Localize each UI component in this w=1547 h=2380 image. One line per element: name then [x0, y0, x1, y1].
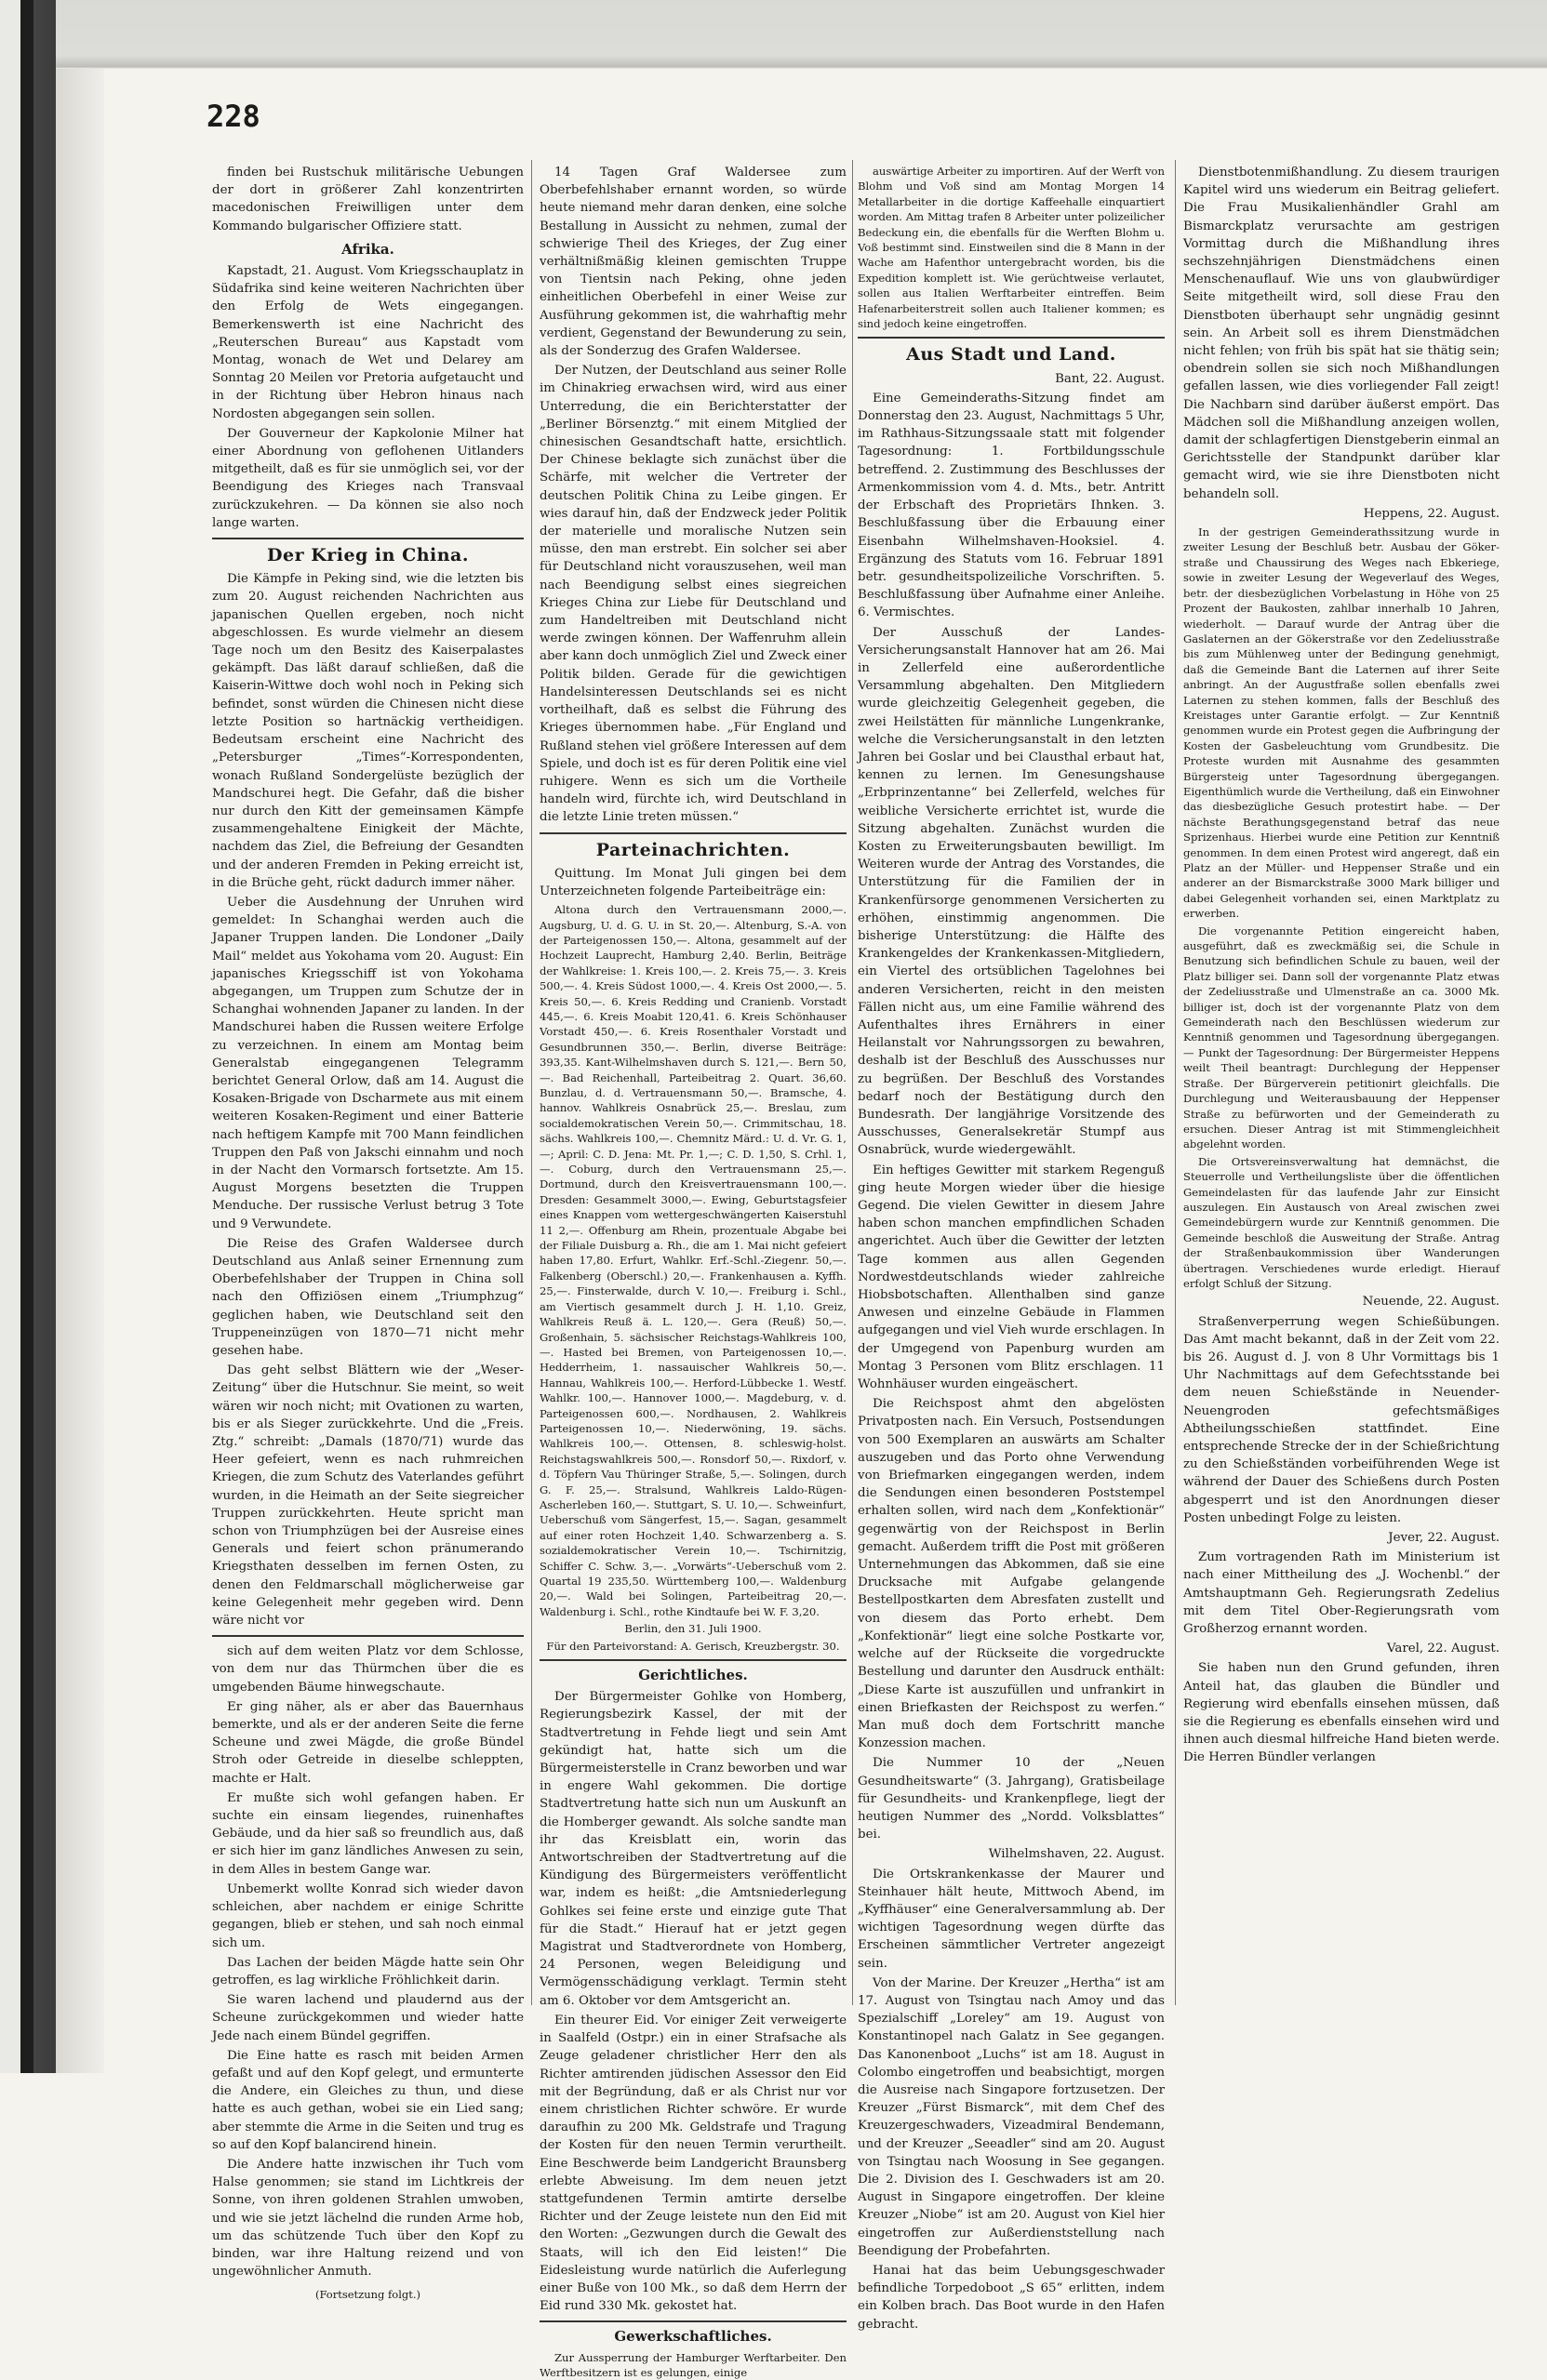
paragraph: Ein theurer Eid. Vor einiger Zeit verweigerte in Saalfeld (Ostpr.) ein in einer Strafsache als Zeuge geladener christlicher Herr den als Richter amtirenden jüdischen Assessor den Eid mit der Begründung, daß er als Christ nur vor einem christlichen Richter schwöre. Er wurde daraufhin zu 200 Mk. Geldstrafe und Tragung der Kosten für den neuen Termin verurtheilt. Eine Beschwerde beim Landgericht Braunsberg erlebte Abweisung. Im dem neuen jetzt stattgefundenen Termin amtirte derselbe Richter und der Zeuge leistete nun den Eid mit den Worten: „Gezwungen durch die Gewalt des Staats, will ich den Eid leisten!“ Die Eidesleistung wurde natürlich die Auferlegung einer Buße von 100 Mk., so daß dem Herrn der Eid rund 330 Mk. gekostet hat.	[540, 2013, 847, 2314]
paragraph: Dienstbotenmißhandlung. Zu diesem traurigen Kapitel wird uns wiederum ein Beitrag geliefert. Die Frau Musikalienhändler Grahl am Bismarckplatz verursachte am gestrigen Vormittag durch die Mißhandlung ihres sechszehnjährigen Dienstmädchens einen Menschenauflauf. Wie uns von glaubwürdiger Seite mitgetheilt wird, soll diese Frau den Dienstboten überhaupt sehr ungnädig gesinnt sein. An Arbeit soll es ihrem Dienstmädchen nicht fehlen; von früh bis spät hat sie thätig sein; obendrein sollen sie sich noch Mißhandlungen gefallen lassen, wie dies vorliegender Fall zeigt! Die Nachbarn sind darüber äußerst empört. Das Mädchen soll die Mißhandlung anzeigen wollen, damit der schlagfertigen Dienstgeberin einmal an Gerichtsstelle der Standpunkt darüber klar gemacht wird, wie sie ihre Dienstboten nicht behandeln soll.	[1183, 166, 1500, 501]
paragraph: Die Andere hatte inzwischen ihr Tuch vom Halse genommen; sie stand im Lichtkreis der Sonne, von ihren goldenen Strahlen umwoben, und wie sie jetzt lächelnd die runden Arme hob, um das schützende Tuch über den Kopf zu binden, war ihre Haltung reizend und von ungewöhnlicher Anmuth.	[212, 2157, 524, 2280]
column-3	[858, 164, 1165, 2332]
paragraph: Von der Marine. Der Kreuzer „Hertha“ ist am 17. August von Tsingtau nach Amoy und das Spezialschiff „Loreley“ am 19. August von Konstantinopel nach Galatz in See gegangen. Das Kanonenboot „Luchs“ ist am 18. August in Colombo eingetroffen und beabsichtigt, morgen die Ausreise nach Singapore fortzusetzen. Der Kreuzer „Fürst Bismarck“, mit dem Chef des Kreuzergeschwaders, Vizeadmiral Bendemann, und der Kreuzer „Seeadler“ sind am 20. August von Tsingtau nach Woosung in See gegangen. Die 2. Division des I. Geschwaders ist am 20. August in Singapore eingetroffen. Der kleine Kreuzer „Niobe“ ist am 20. August von Kiel hier eingetroffen zur Außerdienststellung nach Beendigung der Probefahrten.	[858, 1975, 1165, 2258]
paragraph: Die Reise des Grafen Waldersee durch Deutschland aus Anlaß seiner Ernennung zum Oberbefehlshaber der Truppen in China soll nach den Offiziösen einem „Triumphzug“ geglichen haben, wie Deutschland seit den Truppeneinzügen von 1870—71 nicht mehr gesehen habe.	[212, 1236, 524, 1358]
section-heading-gewerk: Gewerkschaftliches.	[614, 2328, 772, 2346]
column-rule	[531, 160, 532, 2005]
paragraph: Der Gouverneur der Kapkolonie Milner hat einer Abordnung von geflohenen Uitlanders mitgetheilt, daß es für sie unmöglich sei, vor der Beendigung des Krieges nach Transvaal zurückzukehren. — Da können sie also noch lange warten.	[212, 426, 524, 530]
paragraph: Zum vortragenden Rath im Ministerium ist nach einer Mittheilung des „J. Wochenbl.“ der Amtshauptmann Geh. Regierungsrath Zedelius mit dem Titel Ober-Regierungsrath vom Großherzog ernannt worden.	[1183, 1550, 1500, 1637]
paragraph: Straßenverperrung wegen Schießübungen. Das Amt macht bekannt, daß in der Zeit vom 22. bis 26. August d. J. von 8 Uhr Vormittags bis 1 Uhr Nachmittags auf dem Gefechtsstande bei dem neuen Schießstände in Neuender-Neuengroden gefechtsmäßiges Abtheilungsschießen stattfindet. Eine entsprechende Strecke der in der Schießrichtung zu den Schießständen vorbeiführenden Wege ist während der Dauer des Schießens durch Posten abgesperrt und ist den Anordnungen dieser Posten unbedingt Folge zu leisten.	[1183, 1314, 1500, 1525]
paragraph: Quittung. Im Monat Juli gingen bei dem Unterzeichneten folgende Parteibeiträge ein:	[540, 866, 847, 898]
column-1	[212, 164, 524, 2302]
paragraph: Ein heftiges Gewitter mit starkem Regenguß ging heute Morgen wieder über die hiesige Gegend. Die vielen Gewitter in diesem Jahre haben schon manchen empfindlichen Schaden angerichtet. Auch über die Gewitter der letzten Tage kommen aus allen Gegenden Nordwestdeutschlands wieder zahlreiche Hiobsbotschaften. Allenthalben sind ganze Anwesen und einzelne Gebäude in Flammen aufgegangen und viel Vieh wurde erschlagen. In der Umgegend von Papenburg wurden am Montag 3 Personen vom Blitz erschlagen. 11 Wohnhäuser wurden eingeäschert.	[858, 1163, 1165, 1392]
paragraph: Ueber die Ausdehnung der Unruhen wird gemeldet: In Schanghai werden auch die Japaner Truppen landen. Die Londoner „Daily Mail“ meldet aus Yokohama vom 20. August: Ein japanisches Kriegsschiff ist von Yokohama abgegangen, um Truppen zum Schutze der in Schanghai wohnenden Japaner zu landen. In der Mandschurei haben die Russen weitere Erfolge zu verzeichnen. In einem am Montag beim Generalstab eingegangenen Telegramm berichtet General Orlow, daß am 14. August die Kosaken-Brigade von Dscharmete aus mit einem weiteren Kosaken-Regiment und einer Batterie nach heftigem Kampfe mit 700 Mann feindlichen Truppen den Paß von Jakschi einnahm und noch in der Nacht den Vormarsch fortsetzte. Am 15. August Morgens besetzten die Truppen Menduche. Der russische Verlust betrug 3 Tote und 9 Verwundete.	[212, 895, 524, 1231]
paragraph: Das geht selbst Blättern wie der „Weser-Zeitung“ über die Hutschnur. Sie meint, so weit wären wir noch nicht; mit Ovationen zu warten, bis er als Sieger zurückkehrte. Und die „Freis. Ztg.“ schreibt: „Damals (1870/71) wurde das Heer gefeiert, wenn es nach ruhmreichen Kriegen, die zum Schutz des Vaterlandes geführt wurden, in die Heimath an der Seite siegreicher Truppen zurückkehrten. Heute spricht man schon von Triumphzügen bei der Ausreise eines Generals und feiert schon pränumerando Kriegsthaten desselben im fernen Osten, zu denen den Feldmarschall möglicherweise gar keine Gelegenheit mehr gegeben wird. Denn wäre nicht vor	[212, 1363, 524, 1629]
paragraph: Das Lachen der beiden Mägde hatte sein Ohr getroffen, es lag wirkliche Fröhlichkeit darin.	[212, 1955, 524, 1988]
dateline: Wilhelmshaven, 22. August.	[988, 1847, 1165, 1862]
paragraph: Der Ausschuß der Landes-Versicherungsanstalt Hannover hat am 26. Mai in Zellerfeld eine außerordentliche Versammlung abgehalten. Den Mitgliedern wurde gleichzeitig Gelegenheit gegeben, die zwei Heilstätten für männliche Lungenkranke, welche die Versicherungsanstalt in den letzten Jahren bei Goslar und bei Clausthal erbaut hat, kennen zu lernen. Im Genesungshause „Erbprinzentanne“ bei Zellerfeld, welches für weibliche Versicherte errichtet ist, wurde die Sitzung abgehalten. Zunächst wurden die Kosten zu Erweiterungsbauten bewilligt. Im Weiteren wurde der Antrag des Vorstandes, die Unterstützung für die Familien der in Krankenfürsorge genommenen Versicherten zu erhöhen, einstimmig angenommen. Die bisherige Unterstützung: die Hälfte des Krankengeldes der Krankenkassen-Mitgliedern, ein Viertel des ortsüblichen Tagelohnes bei anderen Versicherten, reicht in den meisten Fällen nicht aus, um eine Familie während des Aufenthaltes ihres Ernährers in einer Heilanstalt vor Nahrungssorgen zu bewahren, deshalb ist der Beschluß des Ausschusses nur zu begrüßen. Der Beschluß des Vorstandes bedarf noch der Bestätigung durch den Bundesrath. Der langjährige Vorsitzende des Ausschusses, Generalsekretär Stumpf aus Osnabrück, wurde wiedergewählt.	[858, 625, 1165, 1158]
dateline: Neuende, 22. August.	[1362, 1295, 1500, 1310]
paragraph: Er ging näher, als er aber das Bauernhaus bemerkte, und als er der anderen Seite die ferne Scheune und zwei Mägde, die große Bündel Stroh oder Getreide in dieselbe schleppten, machte er Halt.	[212, 1699, 524, 1786]
column-4	[1183, 164, 1500, 2005]
dateline: Jever, 22. August.	[1388, 1531, 1500, 1546]
paragraph: Die Eine hatte es rasch mit beiden Armen gefaßt und auf den Kopf gelegt, und ermunterte die Andere, ein Gleiches zu thun, und diese hatte es auch gethan, wobei sie ein Lied sang; aber stemmte die Arme in die Seiten und trug es so auf den Kopf balancirend hinein.	[212, 2048, 524, 2152]
divider	[540, 2320, 847, 2322]
scan-top-edge	[56, 0, 1547, 69]
paragraph: Hanai hat das beim Uebungsgeschwader befindliche Torpedoboot „S 65“ erlitten, indem ein Kolben brach. Das Boot wurde in den Hafen gebracht.	[858, 2264, 1165, 2332]
section-heading-stadt-land: Aus Stadt und Land.	[906, 344, 1116, 366]
dateline: Berlin, den 31. Juli 1900.	[624, 1622, 762, 1636]
section-heading-krieg-china: Der Krieg in China.	[267, 545, 469, 566]
dateline: Heppens, 22. August.	[1363, 506, 1500, 521]
paragraph: Unbemerkt wollte Konrad sich wieder davon schleichen, aber nachdem er einige Schritte gegangen, blieb er stehen, und sah noch einmal sich um.	[212, 1881, 524, 1950]
divider	[212, 1635, 524, 1637]
paragraph: Sie haben nun den Grund gefunden, ihren Anteil hat, das glauben die Bündler und Regierung wird ebenfalls einsehen müssen, daß sie die Regierung es ebenfalls einsehen wird und ihnen auch diesmal hilfreiche Hand bieten werde. Die Herren Bündler verlangen	[1183, 1661, 1500, 1765]
paragraph: sich auf dem weiten Platz vor dem Schlosse, von dem nur das Thürmchen über die es umgebenden Bäume hinwegschaute.	[212, 1644, 524, 1695]
column-rule	[1175, 160, 1176, 2005]
paragraph: Die Ortskrankenkasse der Maurer und Steinhauer hält heute, Mittwoch Abend, im „Kyffhäuser“ eine Generalversammlung ab. Der wichtigen Tagesordnung wegen dürfte das Erscheinen sämmtlicher Vertreter angezeigt sein.	[858, 1867, 1165, 1971]
divider	[540, 1659, 847, 1661]
paragraph: Der Nutzen, der Deutschland aus seiner Rolle im Chinakrieg erwachsen wird, wird aus einer Unterredung, die ein Berichterstatter der „Berliner Börsenztg.“ mit einem Mitglied der chinesischen Gesandtschaft hatte, ersichtlich. Der Chinese beklagte sich zunächst über die Schärfe, mit welcher die Vertreter der deutschen Politik China zu Leibe gingen. Er wies darauf hin, daß der Endzweck jeder Politik der materielle und moralische Nutzen sein müsse, den man erstrebt. Ein solcher sei aber für Deutschland nicht vorauszusehen, weil man nach Beendigung selbst eines siegreichen Krieges China zur Liebe für Deutschland und zum Handeltreiben mit Deutschland nicht werde zwingen können. Der Waffenruhm allein aber kann doch unmöglich Ziel und Zweck einer Politik bilden. Gerade für die gewichtigen Handelsinteressen Deutschlands sei es nicht vortheilhaft, daß es selbst die Führung des Krieges übernommen habe. „Für England und Rußland stehen viel größere Interessen auf dem Spiele, und doch ist es für deren Politik eine viel ruhigere. Wenn es sich um die Vortheile handeln wird, fürchte ich, wird Deutschland in die letzte Linie treten müssen.“	[540, 364, 847, 825]
paragraph: Die Nummer 10 der „Neuen Gesundheitswarte“ (3. Jahrgang), Gratisbeilage für Gesundheits- und Krankenpflege, liegt der heutigen Nummer des „Nordd. Volksblattes“ bei.	[858, 1756, 1165, 1842]
newspaper-page	[140, 71, 1526, 2379]
paragraph: In der gestrigen Gemeinderathssitzung wurde in zweiter Lesung der Beschluß betr. Ausbau der Göker-straße und Chaussirung des Weges nach Ebkeriege, sowie in zweiter Lesung der Wegeverlauf des Weges, betr. der diesbezüglichen Vorbelastung in Höhe von 25 Prozent der Baukosten, zahlbar innerhalb 10 Jahren, wiederholt. — Darauf wurde der Antrag über die Gaslaternen an der Gökerstraße vor den Zedeliusstraße bis zum Mühlenweg unter der Bedingung genehmigt, daß die Gemeinde Bant die Laternen auf ihrer Seite anbringt. An der Augustfraße sollen ebenfalls zwei Laternen zu stehen kommen, falls der Beschluß des Kreistages unter Garantie erfolgt. — Zur Kenntniß genommen wurde ein Protest gegen die Aufbringung der Kosten der Gasbeleuchtung vom Grundbesitz. Die Proteste wurden mit Ausnahme des gesammten Bürgersteig unter Tagesordnung übergegangen. Eigenthümlich wurde die Vertheilung, daß ein Einwohner das diesbezügliche Gesuch protestirt habe. — Der nächste Berathungsgegenstand betraf das neue Sprizenhaus. Hierbei wurde eine Petition zur Kenntniß genommen. In dem einen Protest wird angeregt, daß ein Platz an der Müller- und Heppenser Straße und ein anderer an der Bismarckstraße 3000 Mark billiger und dabei Gelegenheit vorhanden sei, einen Marktplatz zu erwerben.	[1183, 525, 1500, 921]
paragraph-contributions: Altona durch den Vertrauensmann 2000,—. Augsburg, U. d. G. U. in St. 20,—. Altenburg, S.-A. von der Parteigenossen 150,—. Altona, gesammelt auf der Hochzeit Lauprecht, Hamburg 2,40. Berlin, Beiträge der Wahlkreise: 1. Kreis 100,—. 2. Kreis 75,—. 3. Kreis 500,—. 4. Kreis Südost 1000,—. 4. Kreis Ost 2000,—. 5. Kreis 50,—. 6. Kreis Redding und Cranienb. Vorstadt 445,—. 6. Kreis Moabit 120,41. 6. Kreis Schönhauser Vorstadt 450,—. 6. Kreis Rosenthaler Vorstadt und Gesundbrunnen 350,—. Berlin, diverse Beiträge: 393,35. Kant-Wilhelmshaven durch S. 121,—. Bern 50,—. Bad Reichenhall, Parteibeitrag 2. Quart. 36,60. Bunzlau, d. d. Vertrauensmann 50,—. Bramsche, 4. hannov. Wahlkreis Osnabrück 25,—. Breslau, zum socialdemokratischen Verein 50,—. Crimmitschau, 18. sächs. Wahlkreis 100,—. Chemnitz Märd.: U. d. Vr. G. 1,—; April: C. D. Jena: Mt. Pr. 1,—; C. D. 1,50, S. Crhl. 1,—. Coburg, durch den Vertrauensmann 25,—. Dortmund, durch den Kreisvertrauensmann 100,—. Dresden: Gesammelt 3000,—. Ewing, Geburtstagsfeier eines Knappen vom wettergeschwängerten Kaiserstuhl 11 2,—. Offenburg am Rhein, prozentuale Abgabe bei der Filiale Duisburg a. Rh., die am 1. Mai nicht gefeiert haben 17,80. Erfurt, Wahlkr. Erf.-Schl.-Ziegenr. 50,—. Falkenberg (Oberschl.) 20,—. Frankenhausen a. Kyffh. 25,—. Finsterwalde, durch V. 10,—. Freiburg i. Schl., am Viertisch gesammelt durch J. H. 1,10. Greiz, Wahlkreis Reuß ä. L. 120,—. Gera (Reuß) 50,—. Großenhain, 5. sächsischer Reichstags-Wahlkreis 100,—. Hasted bei Bremen, von Parteigenossen 10,—. Hedderrheim, 1. nassauischer Wahlkreis 50,—. Hannau, Wahlkreis 100,—. Herford-Lübbecke 1. Westf. Wahlkr. 100,—. Hannover 1000,—. Magdeburg, v. d. Parteigenossen 600,—. Nordhausen, 2. Wahlkreis Parteigenossen 10,—. Niederwöning, 19. sächs. Wahlkreis 100,—. Ottensen, 8. schleswig-holst. Reichstagswahlkreis 500,—. Ronsdorf 50,—. Rixdorf, v. d. Töpfern Vau Thüringer Straße, 5,—. Solingen, durch G. F. 25,—. Stralsund, Wahlkreis Laldo-Rügen-Ascherleben 160,—. Stuttgart, S. U. 10,—. Schweinfurt, Ueberschuß vom Sängerfest, 15,—. Sagan, gesammelt auf einer roten Hochzeit 1,40. Schwarzenberg a. S. sozialdemokratischer Verein 10,—. Tschirnitzig, Schiffer C. Schw. 3,—. „Vorwärts“-Ueberschuß vom 2. Quartal 19 235,50. Württemberg 100,—. Waldenburg 20,—. Wald bei Solingen, Parteibeitrag 20,—. Waldenburg i. Schl., rothe Kindtaufe bei W. F. 3,20.	[540, 903, 847, 1618]
paragraph: finden bei Rustschuk militärische Uebungen der dort in größerer Zahl konzentrirten macedonischen Freiwilligen unter dem Kommando bulgarischer Offiziere statt.	[212, 166, 524, 233]
paragraph: Die vorgenannte Petition eingereicht haben, ausgeführt, daß es zweckmäßig sei, die Schule in Benutzung sich befindlichen Schule zu bauen, weil der Platz billiger sei. Dann soll der vorgenannte Platz etwas der Zedeliusstraße und Ulmenstraße an ca. 3000 Mk. billiger ist, doch ist der vorgenannte Platz von dem Gemeinderath nach den Beschlüssen wiederum zur Kenntniß genommen und Tagesordnung übergegangen. — Punkt der Tagesordnung: Der Bürgermeister Heppens weilt Theil beantragt: Durchlegung der Heppenser Straße. Der Bürgerverein petitionirt gleichfalls. Die Durchlegung und Weiterausbauung der Heppenser Straße zu befürworten und der Gemeinderath zu ersuchen. Dieser Antrag ist mit Stimmengleichheit abgelehnt worden.	[1183, 924, 1500, 1151]
signature-line: Für den Parteivorstand: A. Gerisch, Kreuzbergstr. 30.	[546, 1639, 840, 1653]
page-number: 228	[207, 99, 260, 134]
paragraph: Sie waren lachend und plaudernd aus der Scheune zurückgekommen und wieder hatte Jede nach einem Bündel gegriffen.	[212, 1993, 524, 2043]
paragraph: Eine Gemeinderaths-Sitzung findet am Donnerstag den 23. August, Nachmittags 5 Uhr, im Rathhaus-Sitzungssaale statt mit folgender Tagesordnung: 1. Fortbildungsschule betreffend. 2. Zustimmung des Beschlusses der Armenkommission vom 4. d. Mts., betr. Antritt der Erbschaft des Proprietärs Ihnken. 3. Beschlußfassung über die Erbauung einer Eisenbahn Wilhelmshaven-Hooksiel. 4. Ergänzung des Statuts vom 16. Februar 1891 betr. gesundheitspolizeiliche Vorschriften. 5. Beschlußfassung über Aufnahme einer Anleihe. 6. Vermischtes.	[858, 391, 1165, 620]
paragraph: Der Bürgermeister Gohlke von Homberg, Regierungsbezirk Kassel, der mit der Stadtvertretung in Fehde liegt und sein Amt gekündigt hat, hatte sich um die Bürgermeisterstelle in Cranz beworben und war in engere Wahl gekommen. Die dortige Stadtvertretung hatte sich nun um Auskunft an die Homberger gewandt. Als solche sandte man ihr das Kreisblatt ein, worin das Antwortschreiben der Stadtvertretung auf die Kündigung des Bürgermeisters veröffentlicht war, indem es heißt: „die Amtsniederlegung Gohlkes sei feine erste und einzige gute That für die Stadt.“ Hierauf hat er jetzt gegen Magistrat und Stadtverordnete von Homberg, 24 Personen, wegen Beleidigung und Vermögensschädigung verklagt. Termin steht am 6. Oktober vor dem Amtsgericht an.	[540, 1690, 847, 2008]
paragraph: Die Reichspost ahmt den abgelösten Privatposten nach. Ein Versuch, Postsendungen von 500 Exemplaren an auswärts am Schalter auszugeben und das Porto ohne Verwendung von Briefmarken eingegangen werden, indem die Sendungen einen besonderen Poststempel erhalten sollen, wird nach dem „Konfektionär“ gegenwärtig von der Reichspost in Berlin gemacht. Außerdem trifft die Post mit größeren Unternehmungen das Abkommen, daß sie eine Drucksache mit Aufgabe gelangende Bestellpostkarten dem Abresfaten zustellt und von diesem das Porto erhebt. Dem „Konfektionär“ liegt eine solche Postkarte vor, welche auf der Rückseite die vorgedruckte Bestellung und darunter den Ausdruck enthält: „Diese Karte ist auszufüllen und unfrankirt in einen Briefkasten der Reichspost zu werfen.“ Man muß doch dem Fortschritt manche Konzession machen.	[858, 1397, 1165, 1751]
section-heading-afrika: Afrika.	[341, 240, 394, 258]
continuation-note: (Fortsetzung folgt.)	[314, 2288, 421, 2302]
column-2	[540, 164, 847, 2379]
divider	[858, 337, 1165, 339]
divider	[212, 538, 524, 539]
paragraph: Die Ortsvereinsverwaltung hat demnächst, die Steuerrolle und Vertheilungsliste über die öffentlichen Gemeindelasten für das laufende Jahr zur Einsicht auszulegen. Ein Austausch von Areal zwischen zwei Gemeindebürgern wurde zur Kenntniß genommen. Die Gemeinde beschloß die Ausweitung der Straße. Antrag der Straßenbaukommission über Wanderungen übertragen. Verschiedenes wurde erledigt. Hierauf erfolgt Schluß der Sitzung.	[1183, 1154, 1500, 1290]
paragraph: 14 Tagen Graf Waldersee zum Oberbefehlshaber ernannt worden, so würde heute niemand mehr daran denken, eine solche Bestallung in Aussicht zu nehmen, zumal der schwierige Theil des Krieges, der Zug einer verhältnißmäßig kleinen gemischten Truppe von Tientsin nach Peking, ohne jeden einheitlichen Oberbefehl in einer Weise zur Ausführung gekommen ist, die wahrhaftig mehr verdient, Gegenstand der Bewunderung zu sein, als der Sonderzug des Grafen Waldersee.	[540, 166, 847, 359]
paragraph: Er mußte sich wohl gefangen haben. Er suchte ein einsam liegendes, ruinenhaftes Gebäude, und da hier saß so freundlich aus, daß er sich hier im ganz ländliches Anwesen zu sein, in dem Alles in bestem Gange war.	[212, 1790, 524, 1877]
dateline: Varel, 22. August.	[1386, 1642, 1500, 1656]
paragraph: Kapstadt, 21. August. Vom Kriegsschauplatz in Südafrika sind keine weiteren Nachrichten über den Erfolg de Wets eingegangen. Bemerkenswerth ist eine Nachricht des „Reuterschen Bureau“ aus Kapstadt vom Montag, wonach de Wet und Delarey am Sonntag 20 Meilen vor Pretoria aufgetaucht und in der Richtung über Hebron hinaus nach Nordosten abgegangen sein sollen.	[212, 264, 524, 421]
divider	[540, 832, 847, 834]
section-heading-partei: Parteinachrichten.	[595, 839, 791, 860]
section-heading-gericht: Gerichtliches.	[638, 1667, 748, 1684]
column-rule	[852, 160, 853, 2005]
paragraph: Zur Aussperrung der Hamburger Werftarbeiter. Den Werftbesitzern ist es gelungen, einige	[540, 2350, 847, 2379]
paragraph: Die Kämpfe in Peking sind, wie die letzten bis zum 20. August reichenden Nachrichten aus japanischen Quellen ergeben, noch nicht abgeschlossen. Es wurde vielmehr an diesem Tage noch um den Besitz des Kaiserpalastes gekämpft. Das läßt darauf schließen, daß die Kaiserin-Wittwe doch wohl noch in Peking sich befindet, sonst würden die Chinesen nicht diese letzte Position so hartnäckig vertheidigen. Bedeutsam erscheint eine Nachricht des „Petersburger „Times“-Korrespondenten, wonach Rußland Sondergelüste bezüglich der Mandschurei hegt. Die Gefahr, daß die bisher nur durch den Kitt der gemeinsamen Kämpfe zusammengehaltene Einigkeit der Mächte, nachdem das Ziel, die Befreiung der Gesandten und der anderen Fremden in Peking erreicht ist, in die Brüche geht, rückt dadurch immer näher.	[212, 572, 524, 890]
dateline: Bant, 22. August.	[1055, 371, 1165, 386]
paragraph: auswärtige Arbeiter zu importiren. Auf der Werft von Blohm und Voß sind am Montag Morgen 14 Metallarbeiter in die dortige Kaffeehalle einquartiert worden. Am Mittag trafen 8 Arbeiter unter polizeilicher Bedeckung ein, die ebenfalls für die Werften Blohm u. Voß bestimmt sind. Einstweilen sind die 8 Mann in der Wache am Hafenthor untergebracht worden, bis die Expedition komplett ist. Wie gerüchtweise verlautet, sollen aus Italien Werftarbeiter eintreffen. Beim Hafenarbeiterstreit sollen auch Italiener kommen; es sind jedoch keine eingetroffen.	[858, 165, 1165, 331]
book-binding	[0, 0, 104, 2073]
